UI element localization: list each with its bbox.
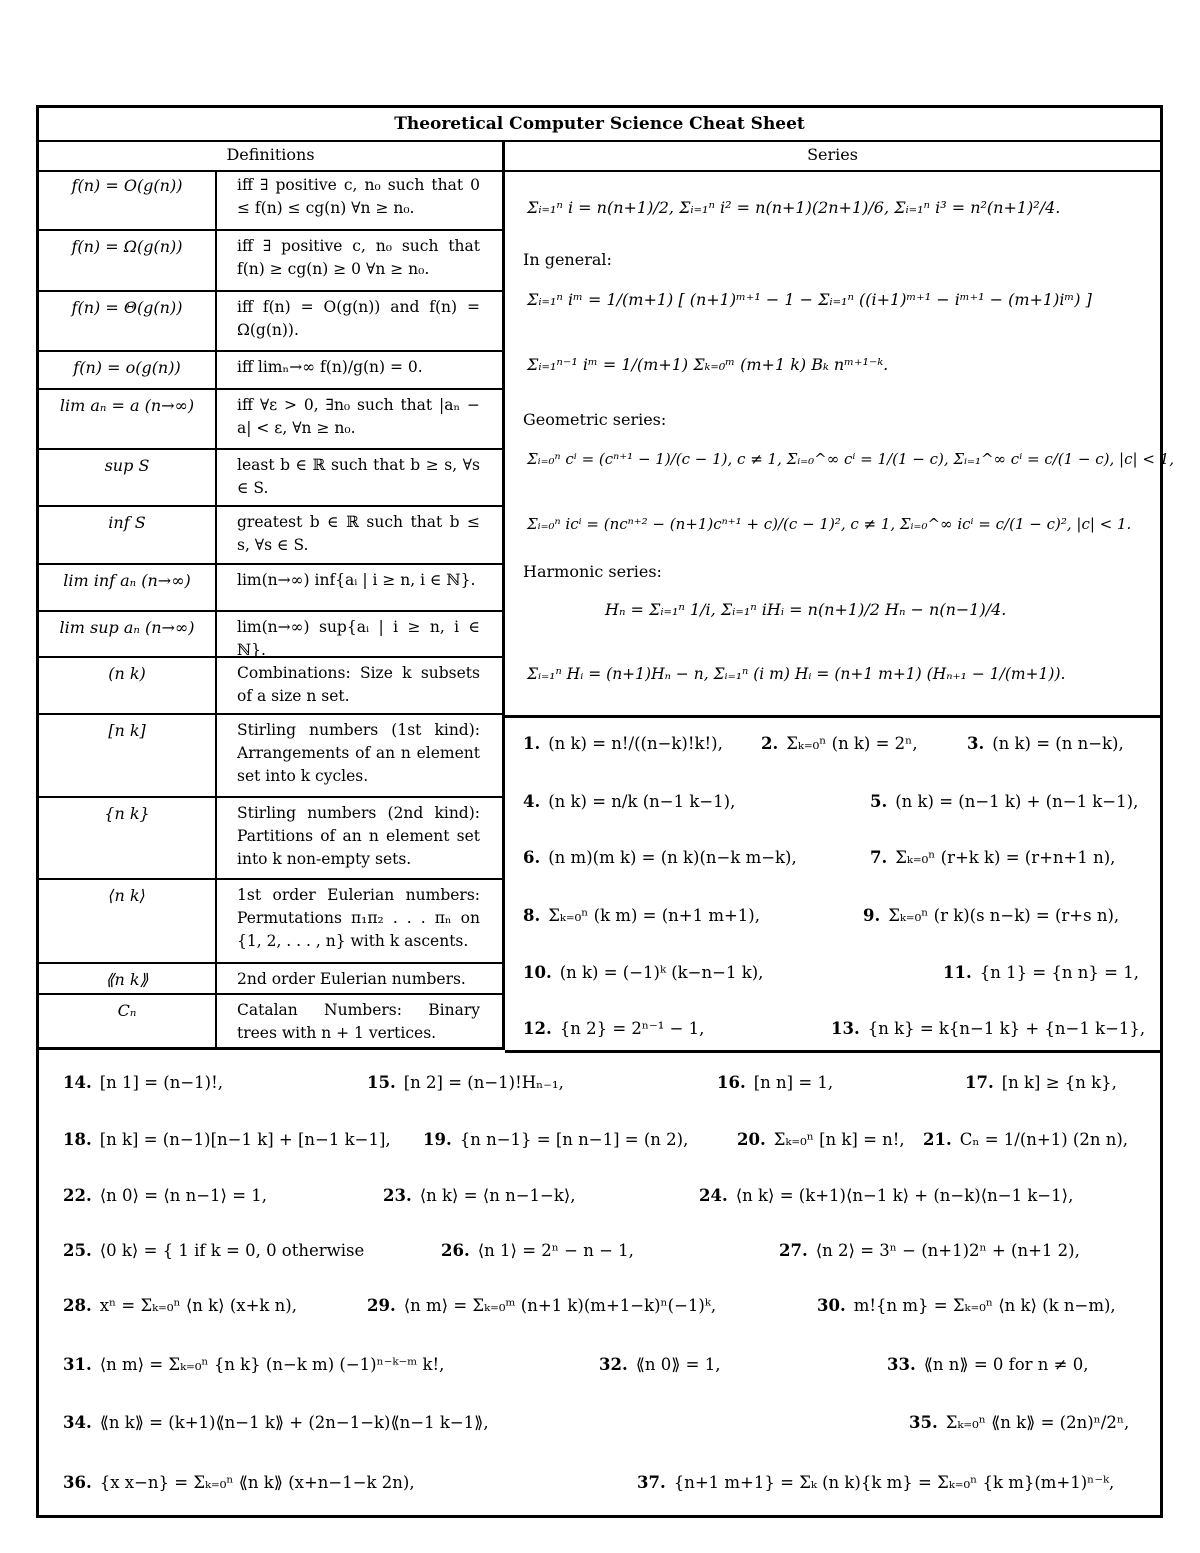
definition-row: [39, 450, 502, 507]
identity-11: 11. {n 1} = {n n} = 1,: [943, 963, 1139, 982]
identity-23: 23. ⟨n k⟩ = ⟨n n−1−k⟩,: [383, 1186, 576, 1205]
identity-8: 8. Σₖ₌₀ⁿ (k m) = (n+1 m+1),: [523, 906, 760, 925]
identity-6: 6. (n m)(m k) = (n k)(n−k m−k),: [523, 848, 797, 867]
definition-term: Cₙ: [39, 995, 217, 1047]
geometric-formula-1: Σᵢ₌₀ⁿ cⁱ = (cⁿ⁺¹ − 1)/(c − 1), c ≠ 1, Σᵢ₌₀^∞ cⁱ = 1/(1 − c), Σᵢ₌₁^∞ cⁱ = c/(1 − c), |c| < 1,: [527, 450, 1174, 468]
harmonic-label: Harmonic series:: [523, 562, 662, 581]
definition-desc: iff f(n) = O(g(n)) and f(n) = Ω(g(n)).: [237, 298, 480, 339]
definition-desc: greatest b ∈ ℝ such that b ≤ s, ∀s ∈ S.: [237, 513, 480, 554]
definition-row: [39, 715, 502, 798]
definition-desc: Combinations: Size k subsets of a size n set.: [237, 664, 480, 705]
identity-29: 29. ⟨n m⟩ = Σₖ₌₀ᵐ (n+1 k)(m+1−k)ⁿ(−1)ᵏ,: [367, 1296, 717, 1315]
definition-desc: least b ∈ ℝ such that b ≥ s, ∀s ∈ S.: [237, 456, 480, 497]
identity-14: 14. [n 1] = (n−1)!,: [63, 1073, 223, 1092]
definition-row: [39, 612, 502, 658]
general-formula-1: Σᵢ₌₁ⁿ iᵐ = 1/(m+1) [ (n+1)ᵐ⁺¹ − 1 − Σᵢ₌₁ⁿ ((i+1)ᵐ⁺¹ − iᵐ⁺¹ − (m+1)iᵐ) ]: [527, 290, 1092, 309]
definition-term: lim inf aₙ (n→∞): [39, 565, 217, 610]
definition-term: f(n) = Θ(g(n)): [39, 292, 217, 350]
definition-term: inf S: [39, 507, 217, 563]
identity-18: 18. [n k] = (n−1)[n−1 k] + [n−1 k−1],: [63, 1130, 391, 1149]
identity-37: 37. {n+1 m+1} = Σₖ (n k){k m} = Σₖ₌₀ⁿ {k m}(m+1)ⁿ⁻ᵏ,: [637, 1473, 1115, 1492]
identity-31: 31. ⟨n m⟩ = Σₖ₌₀ⁿ {n k} (n−k m) (−1)ⁿ⁻ᵏ⁻ᵐ k!,: [63, 1355, 445, 1374]
definition-term: lim sup aₙ (n→∞): [39, 612, 217, 656]
harmonic-formula-1: Hₙ = Σᵢ₌₁ⁿ 1/i, Σᵢ₌₁ⁿ iHᵢ = n(n+1)/2 Hₙ − n(n−1)/4.: [605, 600, 1007, 619]
identity-26: 26. ⟨n 1⟩ = 2ⁿ − n − 1,: [441, 1241, 634, 1260]
definition-desc: Stirling numbers (1st kind): Arrangements of an n element set into k cycles.: [237, 721, 480, 785]
cheat-sheet: [36, 105, 1174, 1518]
identities-full-width: [39, 1053, 1160, 1515]
identity-15: 15. [n 2] = (n−1)!Hₙ₋₁,: [367, 1073, 564, 1092]
definition-row: [39, 798, 502, 880]
definition-desc: iff ∀ε > 0, ∃n₀ such that |aₙ − a| < ε, ∀n ≥ n₀.: [237, 396, 480, 437]
definition-row: [39, 880, 502, 964]
definition-row: [39, 507, 502, 565]
identity-4: 4. (n k) = n/k (n−1 k−1),: [523, 792, 736, 811]
definition-term: f(n) = Ω(g(n)): [39, 231, 217, 290]
definition-row: [39, 995, 502, 1050]
identity-27: 27. ⟨n 2⟩ = 3ⁿ − (n+1)2ⁿ + (n+1 2),: [779, 1241, 1080, 1260]
definition-row: [39, 352, 502, 390]
definition-term: [n k]: [39, 715, 217, 796]
definition-desc: 1st order Eulerian numbers: Permutations π₁π₂ . . . πₙ on {1, 2, . . . , n} with k ascents.: [237, 886, 480, 950]
definition-row: [39, 390, 502, 450]
definition-term: (n k): [39, 658, 217, 713]
identity-33: 33. ⟪n n⟫ = 0 for n ≠ 0,: [887, 1355, 1089, 1374]
identity-1: 1. (n k) = n!/((n−k)!k!),: [523, 734, 723, 753]
identity-32: 32. ⟪n 0⟫ = 1,: [599, 1355, 721, 1374]
series-header: Series: [505, 140, 1160, 172]
identity-36: 36. {x x−n} = Σₖ₌₀ⁿ ⟪n k⟫ (x+n−1−k 2n),: [63, 1473, 415, 1492]
identity-21: 21. Cₙ = 1/(n+1) (2n n),: [923, 1130, 1129, 1149]
definition-term: f(n) = O(g(n)): [39, 170, 217, 229]
definition-row: [39, 964, 502, 995]
identity-17: 17. [n k] ≥ {n k},: [965, 1073, 1117, 1092]
definition-desc: Catalan Numbers: Binary trees with n + 1 vertices.: [237, 1001, 480, 1042]
identities-panel: [505, 718, 1160, 1053]
identity-28: 28. xⁿ = Σₖ₌₀ⁿ ⟨n k⟩ (x+k n),: [63, 1296, 297, 1315]
identity-20: 20. Σₖ₌₀ⁿ [n k] = n!,: [737, 1130, 905, 1149]
identity-13: 13. {n k} = k{n−1 k} + {n−1 k−1},: [831, 1019, 1146, 1038]
identity-2: 2. Σₖ₌₀ⁿ (n k) = 2ⁿ,: [761, 734, 918, 753]
identity-30: 30. m!{n m} = Σₖ₌₀ⁿ ⟨n k⟩ (k n−m),: [817, 1296, 1116, 1315]
definitions-table: [39, 170, 505, 1050]
definition-row: [39, 231, 502, 292]
definition-row: [39, 565, 502, 612]
definition-term: lim aₙ = a (n→∞): [39, 390, 217, 448]
sheet-title: Theoretical Computer Science Cheat Sheet: [39, 108, 1160, 142]
identity-5: 5. (n k) = (n−1 k) + (n−1 k−1),: [870, 792, 1139, 811]
identity-22: 22. ⟨n 0⟩ = ⟨n n−1⟩ = 1,: [63, 1186, 268, 1205]
definition-desc: lim(n→∞) sup{aᵢ | i ≥ n, i ∈ ℕ}.: [237, 618, 480, 659]
definition-desc: iff ∃ positive c, n₀ such that f(n) ≥ cg(n) ≥ 0 ∀n ≥ n₀.: [237, 237, 480, 278]
identity-9: 9. Σₖ₌₀ⁿ (r k)(s n−k) = (r+s n),: [863, 906, 1120, 925]
identity-10: 10. (n k) = (−1)ᵏ (k−n−1 k),: [523, 963, 764, 982]
identity-24: 24. ⟨n k⟩ = (k+1)⟨n−1 k⟩ + (n−k)⟨n−1 k−1⟩,: [699, 1186, 1074, 1205]
geometric-formula-2: Σᵢ₌₀ⁿ icⁱ = (ncⁿ⁺² − (n+1)cⁿ⁺¹ + c)/(c − 1)², c ≠ 1, Σᵢ₌₀^∞ icⁱ = c/(1 − c)², |c| < 1.: [527, 515, 1132, 533]
definition-row: [39, 658, 502, 715]
identity-7: 7. Σₖ₌₀ⁿ (r+k k) = (r+n+1 n),: [870, 848, 1116, 867]
identity-19: 19. {n n−1} = [n n−1] = (n 2),: [423, 1130, 689, 1149]
definitions-header: Definitions: [39, 140, 505, 172]
definition-desc: lim(n→∞) inf{aᵢ | i ≥ n, i ∈ ℕ}.: [237, 571, 476, 589]
definition-row: [39, 292, 502, 352]
general-formula-2: Σᵢ₌₁ⁿ⁻¹ iᵐ = 1/(m+1) Σₖ₌₀ᵐ (m+1 k) Bₖ nᵐ⁺¹⁻ᵏ.: [527, 355, 889, 374]
definition-desc: iff ∃ positive c, n₀ such that 0 ≤ f(n) ≤ cg(n) ∀n ≥ n₀.: [237, 176, 480, 217]
identity-12: 12. {n 2} = 2ⁿ⁻¹ − 1,: [523, 1019, 705, 1038]
identity-25: 25. ⟨0 k⟩ = { 1 if k = 0, 0 otherwise: [63, 1241, 365, 1260]
general-label: In general:: [523, 250, 612, 269]
identity-16: 16. [n n] = 1,: [717, 1073, 834, 1092]
identity-35: 35. Σₖ₌₀ⁿ ⟪n k⟫ = (2n)ⁿ/2ⁿ,: [909, 1413, 1130, 1432]
definition-desc: 2nd order Eulerian numbers.: [237, 970, 466, 988]
geometric-label: Geometric series:: [523, 410, 667, 429]
power-sums: Σᵢ₌₁ⁿ i = n(n+1)/2, Σᵢ₌₁ⁿ i² = n(n+1)(2n+1)/6, Σᵢ₌₁ⁿ i³ = n²(n+1)²/4.: [527, 198, 1061, 217]
definition-desc: Stirling numbers (2nd kind): Partitions of an n element set into k non-empty sets.: [237, 804, 480, 868]
definition-desc: iff limₙ→∞ f(n)/g(n) = 0.: [237, 358, 423, 376]
definition-term: {n k}: [39, 798, 217, 878]
definition-term: f(n) = o(g(n)): [39, 352, 217, 388]
definition-term: sup S: [39, 450, 217, 505]
harmonic-formula-2: Σᵢ₌₁ⁿ Hᵢ = (n+1)Hₙ − n, Σᵢ₌₁ⁿ (i m) Hᵢ = (n+1 m+1) (Hₙ₊₁ − 1/(m+1)).: [527, 665, 1066, 683]
definition-term: ⟪n k⟫: [39, 964, 217, 993]
series-panel: [505, 170, 1174, 718]
definition-row: [39, 170, 502, 231]
identity-34: 34. ⟪n k⟫ = (k+1)⟪n−1 k⟫ + (2n−1−k)⟪n−1 k−1⟫,: [63, 1413, 489, 1432]
identity-3: 3. (n k) = (n n−k),: [967, 734, 1124, 753]
definition-term: ⟨n k⟩: [39, 880, 217, 962]
